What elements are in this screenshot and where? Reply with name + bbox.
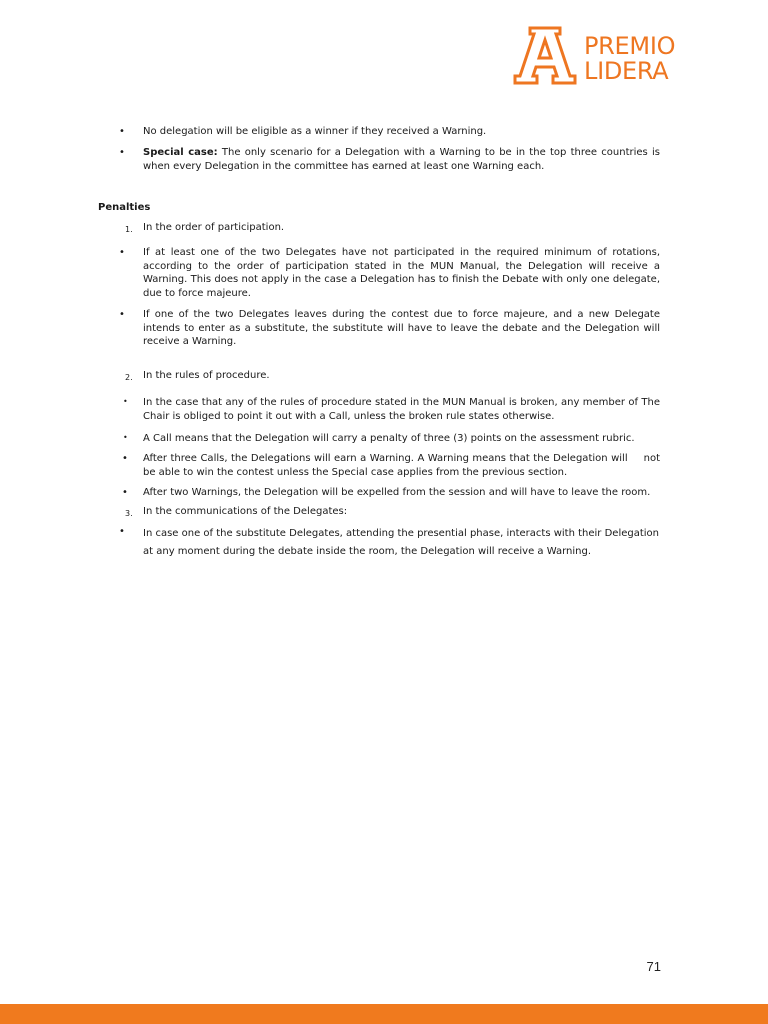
paragraph-three-calls bbox=[143, 452, 660, 479]
paragraph-no-eligibility: No delegation will be eligible as a winner if they received a Warning. bbox=[143, 126, 487, 137]
section-heading-penalties: Penalties bbox=[98, 202, 151, 213]
paragraph-substitute: If one of the two Delegates leaves during the contest due to force majeure, and a new Delegate intends to enter as a substitute, the substitute will have to leave the debate and the Delegation will receive a Warning. bbox=[143, 309, 660, 348]
premio-lidera-logo bbox=[512, 24, 712, 88]
page-number: 71 bbox=[646, 959, 661, 974]
three-calls-text-c: be able to win the contest unless the Special case applies from the previous section. bbox=[143, 466, 568, 478]
bullet-icon: • bbox=[122, 487, 128, 498]
bullet-icon: • bbox=[119, 147, 125, 158]
section-number: 1. bbox=[125, 225, 133, 234]
paragraph-call-meaning: A Call means that the Delegation will carry a penalty of three (3) points on the assessment rubric. bbox=[143, 433, 635, 444]
bullet-icon: • bbox=[119, 309, 125, 320]
bullet-icon: • bbox=[122, 453, 128, 464]
logo-text bbox=[584, 34, 675, 84]
section-title-rules-of-procedure: In the rules of procedure. bbox=[143, 370, 270, 381]
paragraph-broken-rule: In the case that any of the rules of procedure stated in the MUN Manual is broken, any member of The Chair is obliged to point it out with a Call, unless the broken rule states otherwise. bbox=[143, 397, 660, 422]
special-case-label: Special case: bbox=[143, 147, 218, 158]
footer-bar bbox=[0, 1004, 768, 1024]
bullet-icon: • bbox=[119, 126, 125, 137]
logo-line-premio: PREMIO bbox=[584, 32, 676, 60]
bullet-icon: • bbox=[123, 433, 128, 442]
paragraph-substitute-interaction bbox=[143, 525, 660, 561]
three-calls-text-not: not bbox=[643, 453, 660, 464]
paragraph-special-case bbox=[143, 146, 660, 173]
logo-a-mark-icon bbox=[512, 24, 578, 86]
paragraph-two-warnings: After two Warnings, the Delegation will be expelled from the session and will have to leave the room. bbox=[143, 487, 651, 498]
special-case-text: The only scenario for a Delegation with a Warning to be in the top three countries is when every Delegation in the committee has earned at least one Warning each. bbox=[143, 147, 660, 172]
section-title-communications: In the communications of the Delegates: bbox=[143, 506, 348, 517]
bullet-icon: • bbox=[119, 247, 125, 258]
section-number: 3. bbox=[125, 509, 133, 518]
paragraph-rotations: If at least one of the two Delegates have not participated in the required minimum of rotations, according to the order of participation stated in the MUN Manual, the Delegation will receive a Warning. This does not apply in the case a Delegation has to finish the Debate with only one delegate, due to force majeure. bbox=[143, 247, 660, 299]
bullet-icon: • bbox=[119, 526, 125, 537]
bullet-icon: • bbox=[123, 397, 128, 406]
section-title-order-of-participation: In the order of participation. bbox=[143, 222, 285, 233]
substitute-interaction-line-1: In case one of the substitute Delegates, attending the presential phase, interacts with their Delegation bbox=[143, 528, 660, 539]
section-number: 2. bbox=[125, 373, 133, 382]
three-calls-text-a: After three Calls, the Delegations will earn a Warning. A Warning means that the Delegation will bbox=[143, 453, 628, 464]
substitute-interaction-line-2: at any moment during the debate inside the room, the Delegation will receive a Warning. bbox=[143, 546, 592, 557]
logo-line-lidera: LIDERA bbox=[584, 57, 669, 85]
